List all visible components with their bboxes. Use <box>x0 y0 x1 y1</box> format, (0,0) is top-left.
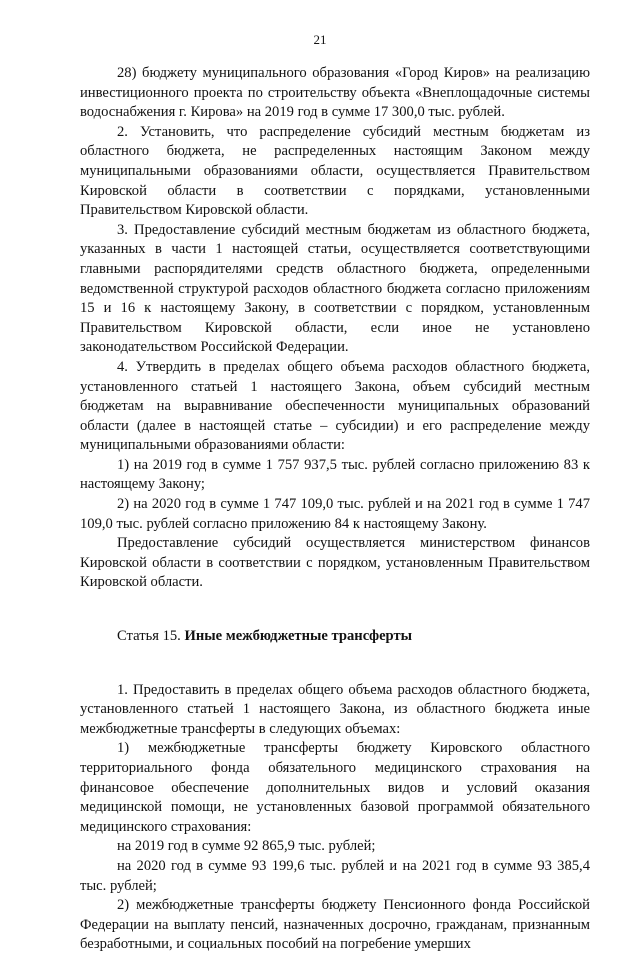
paragraph-section-4: 4. Утвердить в пределах общего объема расходов областного бюджета, установленного статьей 1 настоящего Закона, объем субсидий местным бюджетам на выравнивание обеспеченности муниципальных образований области (далее в настоящей статье – субсидии) и его распределение между муниципальными образованиями области: <box>80 358 590 454</box>
article-heading <box>80 627 590 647</box>
paragraph-section-3: 3. Предоставление субсидий местным бюджетам из областного бюджета, указанных в части 1 настоящей статьи, осуществляется соответствующими главными распорядителями средств областного бюджета, определенными ведомственной структурой расходов областного бюджета согласно приложениям 15 и 16 к настоящему Закону, в соответствии с порядком, установленным Правительством Кировской области, если иное не установлено законодательством Российской Федерации. <box>80 221 590 356</box>
paragraph-amount-2019: на 2019 год в сумме 92 865,9 тыс. рублей; <box>117 838 376 855</box>
paragraph-amount-2020-2021: на 2020 год в сумме 93 199,6 тыс. рублей и на 2021 год в сумме 93 385,4 тыс. рублей; <box>80 857 590 894</box>
paragraph-provision: Предоставление субсидий осуществляется министерством финансов Кировской области в соответствии с порядком, установленным Правительством Кировской области. <box>80 535 590 591</box>
paragraph-section-2: 2. Установить, что распределение субсидий местным бюджетам из областного бюджета, не распределенных настоящим Законом между муниципальными образованиями области, осуществляется Правительством Кировской области в соответствии с порядками, установленными Правительством Кировской области. <box>80 123 590 219</box>
paragraph-subitem-2: 2) на 2020 год в сумме 1 747 109,0 тыс. рублей и на 2021 год в сумме 1 747 109,0 тыс. рублей согласно приложению 84 к настоящему Закону. <box>80 496 590 532</box>
paragraph-subitem-1: 1) на 2019 год в сумме 1 757 937,5 тыс. рублей согласно приложению 83 к настоящему Закону; <box>80 456 590 493</box>
article-number: Статья 15. <box>117 628 185 645</box>
page-number: 21 <box>313 32 327 47</box>
document-body <box>80 64 590 955</box>
paragraph-item-28: 28) бюджету муниципального образования «Город Киров» на реализацию инвестиционного проекта по строительству объекта «Внеплощадочные системы водоснабжения г. Кирова» на 2019 год в сумме 17 300,0 тыс. рублей. <box>80 65 590 121</box>
paragraph-article-subitem-1: 1) межбюджетные трансферты бюджету Кировского областного территориального фонда обязательного медицинского страхования на финансовое обеспечение дополнительных видов и условий оказания медицинской помощи, не установленных базовой программой обязательного медицинского страхования: <box>80 740 590 835</box>
paragraph-article-section-1: 1. Предоставить в пределах общего объема расходов областного бюджета, установленного статьей 1 настоящего Закона, из областного бюджета иные межбюджетные трансферты в следующих объемах: <box>80 681 590 737</box>
article-title: Иные межбюджетные трансферты <box>184 628 413 645</box>
paragraph-article-subitem-2: 2) межбюджетные трансферты бюджету Пенсионного фонда Российской Федерации на выплату пенсий, назначенных досрочно, гражданам, признанным безработными, и социальных пособий на погребение умерших <box>80 897 590 953</box>
